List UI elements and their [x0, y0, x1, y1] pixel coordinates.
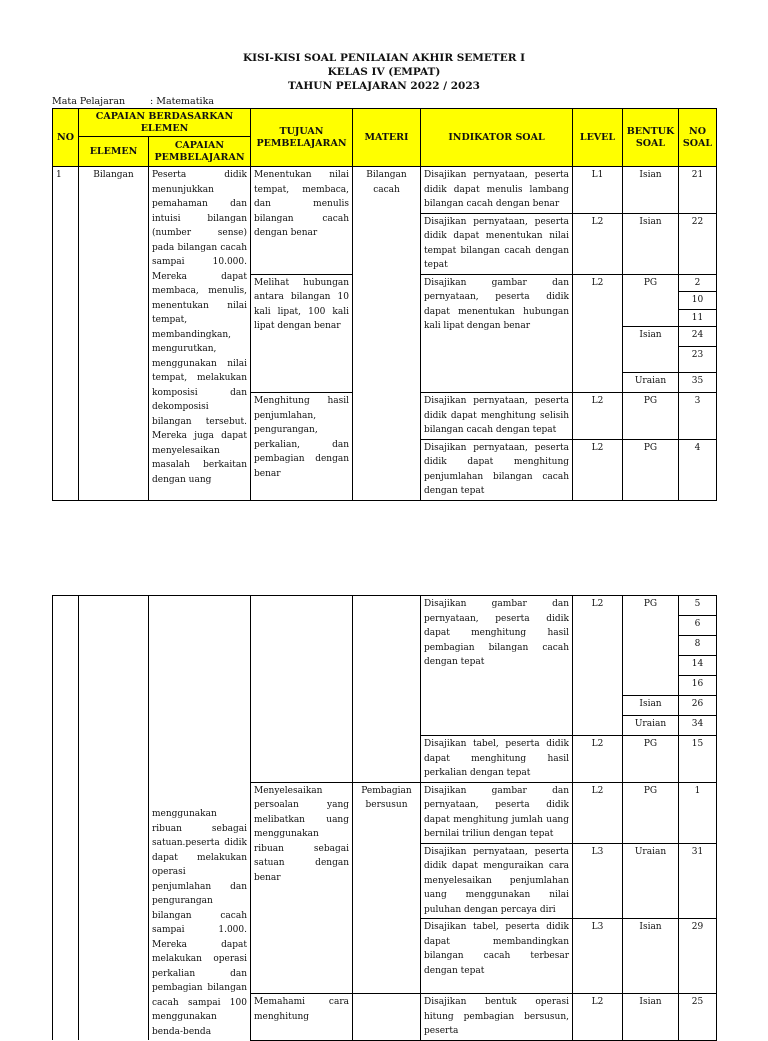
- nosoal-cell: 21: [679, 167, 717, 214]
- bentuk-cell: Isian: [623, 919, 679, 994]
- cp-cell: Peserta didik menunjukkan pemahaman dan intuisi bilangan (number sense) pada bilangan cacah sampai 10.000. Mereka dapat membaca, menulis, menentukan nilai tempat, membandingkan, mengurutkan, menggunakan nilai tempat, melakukan komposisi dan dekomposisi bilangan tersebut. Mereka juga dapat menyelesaikan masalah berkaitan dengan uang: [149, 167, 251, 501]
- header-materi: MATERI: [353, 109, 421, 167]
- bentuk-cell: PG: [623, 736, 679, 783]
- indikator-cell: Disajikan gambar dan pernyataan, peserta didik dapat menghitung jumlah uang bernilai triliun dengan tepat: [421, 782, 573, 843]
- tp-cell: Memahami cara menghitung: [251, 994, 353, 1041]
- elemen-cell-continued: [79, 596, 149, 1041]
- tp-cell: Menentukan nilai tempat, membaca, dan menulis bilangan cacah dengan benar: [251, 167, 353, 275]
- row-number: 1: [53, 167, 79, 501]
- nosoal-cell: 23: [679, 347, 717, 373]
- header-elemen: ELEMEN: [79, 137, 149, 167]
- bentuk-cell: Uraian: [623, 373, 679, 393]
- doc-title: KISI-KISI SOAL PENILAIAN AKHIR SEMETER I: [242, 52, 526, 64]
- level-cell: L2: [573, 994, 623, 1041]
- subject-label: Mata Pelajaran: [52, 96, 126, 107]
- header-nosoal: NO SOAL: [679, 109, 717, 167]
- level-cell: L2: [573, 439, 623, 500]
- indikator-cell: Disajikan bentuk operasi hitung pembagian bersusun, peserta: [421, 994, 573, 1041]
- level-cell: L3: [573, 919, 623, 994]
- header-indikator: INDIKATOR SOAL: [421, 109, 573, 167]
- tp-cell-continued: [251, 596, 353, 783]
- nosoal-cell: 6: [679, 616, 717, 636]
- bentuk-cell: Isian: [623, 167, 679, 214]
- doc-class: KELAS IV (EMPAT): [327, 66, 441, 78]
- row-number-continued: [53, 596, 79, 1041]
- bentuk-cell: Uraian: [623, 716, 679, 736]
- nosoal-cell: 11: [679, 309, 717, 327]
- indikator-cell: Disajikan pernyataan, peserta didik dapat menentukan nilai tempat bilangan cacah dengan tepat: [421, 213, 573, 274]
- header-no: NO: [53, 109, 79, 167]
- bentuk-cell: PG: [623, 393, 679, 440]
- indikator-cell: Disajikan pernyataan, peserta didik dapat menguraikan cara menyelesaikan penjumlahan uang menggunakan nilai puluhan dengan percaya diri: [421, 843, 573, 919]
- materi-cell-continued: [353, 596, 421, 783]
- indikator-cell: Disajikan pernyataan, peserta didik dapat menghitung penjumlahan bilangan cacah dengan tepat: [421, 439, 573, 500]
- level-cell: L2: [573, 393, 623, 440]
- level-cell: L2: [573, 274, 623, 393]
- header-bentuk: BENTUK SOAL: [623, 109, 679, 167]
- level-cell: L2: [573, 213, 623, 274]
- bentuk-cell: Isian: [623, 994, 679, 1041]
- nosoal-cell: 2: [679, 274, 717, 292]
- nosoal-cell: 25: [679, 994, 717, 1041]
- bentuk-cell: PG: [623, 782, 679, 843]
- bentuk-cell: PG: [623, 596, 679, 696]
- bentuk-cell: Isian: [623, 213, 679, 274]
- level-cell: L2: [573, 596, 623, 736]
- indikator-cell: Disajikan pernyataan, peserta didik dapat menghitung selisih bilangan cacah dengan tepat: [421, 393, 573, 440]
- indikator-cell: Disajikan tabel, peserta didik dapat membandingkan bilangan cacah terbesar dengan tepat: [421, 919, 573, 994]
- level-cell: L2: [573, 782, 623, 843]
- bentuk-cell: Uraian: [623, 843, 679, 919]
- nosoal-cell: 14: [679, 656, 717, 676]
- materi-cell: Pembagian bersusun: [353, 782, 421, 994]
- header-level: LEVEL: [573, 109, 623, 167]
- materi-cell: Bilangan cacah: [353, 167, 421, 501]
- bentuk-cell: Isian: [623, 696, 679, 716]
- bentuk-cell: Isian: [623, 327, 679, 373]
- nosoal-cell: 22: [679, 213, 717, 274]
- header-capaian-group: CAPAIAN BERDASARKAN ELEMEN: [79, 109, 251, 137]
- nosoal-cell: 34: [679, 716, 717, 736]
- subject-value: : Matematika: [150, 96, 214, 107]
- materi-cell-empty: [353, 994, 421, 1041]
- subject-line: [52, 96, 214, 107]
- tp-cell: Melihat hubungan antara bilangan 10 kali lipat, 100 kali lipat dengan benar: [251, 274, 353, 393]
- nosoal-cell: 5: [679, 596, 717, 616]
- indikator-cell: Disajikan gambar dan pernyataan, peserta didik dapat menentukan hubungan kali lipat dengan benar: [421, 274, 573, 393]
- grid-table-page2: [52, 595, 717, 1041]
- grid-table-page1: [52, 108, 717, 501]
- bentuk-cell: PG: [623, 274, 679, 327]
- nosoal-cell: 31: [679, 843, 717, 919]
- nosoal-cell: 35: [679, 373, 717, 393]
- tp-cell: Menghitung hasil penjumlahan, pengurangan, perkalian, dan pembagian dengan benar: [251, 393, 353, 501]
- nosoal-cell: 16: [679, 676, 717, 696]
- nosoal-cell: 26: [679, 696, 717, 716]
- nosoal-cell: 8: [679, 636, 717, 656]
- cp-cell-continued: menggunakan ribuan sebagai satuan.peserta didik dapat melakukan operasi penjumlahan dan pengurangan bilangan cacah sampai 1.000. Mereka dapat melakukan operasi perkalian dan pembagian bilangan cacah sampai 100 menggunakan benda-benda: [149, 596, 251, 1041]
- nosoal-cell: 29: [679, 919, 717, 994]
- elemen-cell: Bilangan: [79, 167, 149, 501]
- nosoal-cell: 4: [679, 439, 717, 500]
- nosoal-cell: 3: [679, 393, 717, 440]
- header-tujuan: TUJUAN PEMBELAJARAN: [251, 109, 353, 167]
- bentuk-cell: PG: [623, 439, 679, 500]
- nosoal-cell: 24: [679, 327, 717, 347]
- level-cell: L2: [573, 736, 623, 783]
- level-cell: L3: [573, 843, 623, 919]
- tp-cell: Menyelesaikan persoalan yang melibatkan uang menggunakan ribuan sebagai satuan dengan benar: [251, 782, 353, 994]
- nosoal-cell: 1: [679, 782, 717, 843]
- header-cp: CAPAIAN PEMBELAJARAN: [149, 137, 251, 167]
- level-cell: L1: [573, 167, 623, 214]
- nosoal-cell: 10: [679, 292, 717, 310]
- indikator-cell: Disajikan pernyataan, peserta didik dapat menulis lambang bilangan cacah dengan benar: [421, 167, 573, 214]
- nosoal-cell: 15: [679, 736, 717, 783]
- indikator-cell: Disajikan tabel, peserta didik dapat menghitung hasil perkalian dengan tepat: [421, 736, 573, 783]
- indikator-cell: Disajikan gambar dan pernyataan, peserta didik dapat menghitung hasil pembagian bilangan cacah dengan tepat: [421, 596, 573, 736]
- doc-year: TAHUN PELAJARAN 2022 / 2023: [288, 80, 480, 92]
